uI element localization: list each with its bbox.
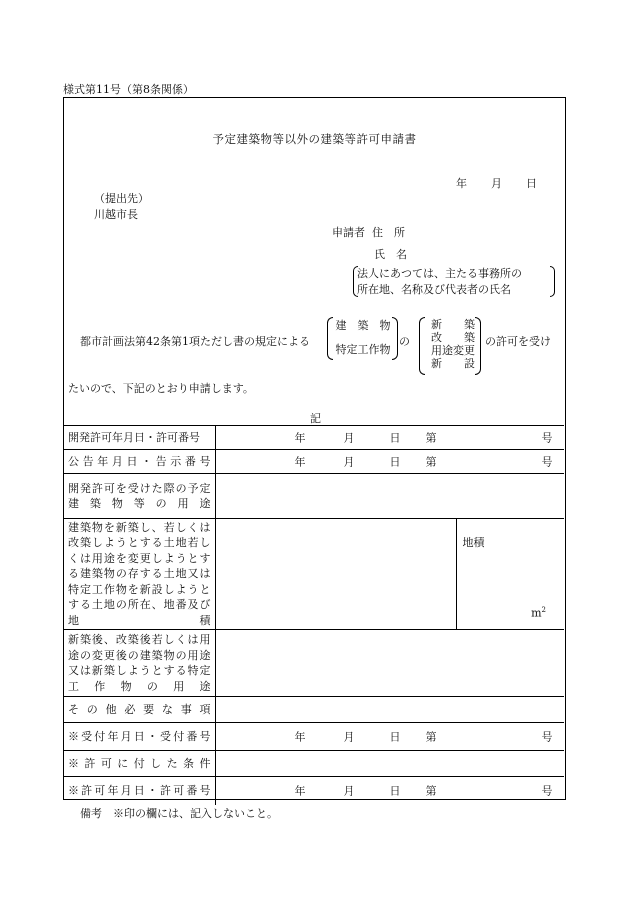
- details-table: [64, 425, 564, 805]
- date-day: 日: [526, 177, 537, 190]
- name-label: 氏 名: [374, 248, 407, 261]
- day-label: 日: [389, 729, 401, 743]
- number-prefix: 第: [425, 784, 437, 798]
- building-type-structure: 特定工作物: [335, 343, 391, 356]
- number-prefix: 第: [425, 454, 437, 468]
- land-location-label: 建築物を新築し、若しくは改築しようとする土地若しくは用途を変更しようとする建築物の存する土地又は特定工作物を新設しようとする土地の所在、地番及び地積: [64, 519, 215, 630]
- number-suffix: 号: [541, 430, 553, 444]
- year-label: 年: [294, 729, 306, 743]
- remarks: 備考 ※印の欄には、記入しないこと。: [80, 807, 278, 820]
- notice-label: 公告年月日・告示番号: [64, 450, 215, 474]
- permit-text: の許可を受け: [485, 335, 551, 348]
- new-use-label: 新築後、改築後若しくは用途の変更後の建築物の用途又は新築しようとする特定工作物の用途: [64, 630, 215, 697]
- table-row: [64, 697, 564, 723]
- other-value[interactable]: [215, 697, 564, 723]
- table-row: [64, 474, 564, 519]
- form-title: 予定建築物等以外の建築等許可申請書: [212, 132, 417, 146]
- dev-permit-value[interactable]: [215, 426, 564, 450]
- date-year: 年: [456, 177, 467, 190]
- date-month: 月: [491, 177, 502, 190]
- right-bracket: [475, 317, 481, 375]
- land-location-value[interactable]: [215, 519, 456, 630]
- law-text: 都市計画法第42条第1項ただし書の規定による: [80, 335, 310, 348]
- month-label: 月: [343, 454, 355, 468]
- action-rebuild: 改 築: [431, 331, 475, 344]
- action-change-use: 用途変更: [431, 344, 475, 357]
- permission-value[interactable]: [215, 777, 564, 806]
- right-bracket: [550, 266, 555, 297]
- permission-label: ※許可年月日・許可番号: [64, 777, 215, 806]
- area-unit: $m^2$: [531, 605, 546, 620]
- planned-use-label: 開発許可を受けた際の予定建築物等の用途: [64, 474, 215, 519]
- year-label: 年: [294, 454, 306, 468]
- continuation-text: たいので、下記のとおり申請します。: [68, 382, 254, 395]
- table-row: [64, 751, 564, 777]
- table-row: [64, 450, 564, 474]
- action-new-install: 新 設: [431, 357, 475, 370]
- receipt-value[interactable]: [215, 723, 564, 751]
- dev-permit-label: 開発許可年月日・許可番号: [64, 426, 215, 450]
- address-label: 住 所: [372, 226, 405, 239]
- land-area-cell[interactable]: [456, 519, 564, 630]
- table-row: [64, 630, 564, 697]
- right-bracket: [392, 317, 398, 360]
- receipt-label: ※受付年月日・受付番号: [64, 723, 215, 751]
- date-line: [456, 175, 537, 191]
- month-label: 月: [343, 430, 355, 444]
- number-prefix: 第: [425, 729, 437, 743]
- corporate-note-line1: 法人にあつては、主たる事務所の: [357, 267, 522, 280]
- conditions-label: ※許可に付した条件: [64, 751, 215, 777]
- action-new-build: 新 築: [431, 318, 475, 331]
- other-label: その他必要な事項: [64, 697, 215, 723]
- year-label: 年: [294, 430, 306, 444]
- table-row: [64, 723, 564, 751]
- form-number: 様式第11号（第8条関係）: [63, 83, 194, 96]
- new-use-value[interactable]: [215, 630, 564, 697]
- no-particle: の: [399, 335, 410, 348]
- ki-label: 記: [310, 412, 321, 425]
- number-suffix: 号: [541, 729, 553, 743]
- recipient-name: 川越市長: [94, 208, 138, 221]
- day-label: 日: [389, 430, 401, 444]
- table-row: [64, 519, 564, 630]
- table-row: [64, 777, 564, 806]
- building-type-building: 建 築 物: [335, 319, 391, 332]
- recipient-label: （提出先）: [94, 192, 149, 205]
- month-label: 月: [343, 729, 355, 743]
- number-suffix: 号: [541, 784, 553, 798]
- application-form-frame: [63, 97, 566, 800]
- building-type-list: [332, 318, 394, 358]
- left-bracket: [419, 317, 425, 375]
- corporate-note: [357, 266, 522, 298]
- planned-use-value[interactable]: [215, 474, 564, 519]
- day-label: 日: [389, 784, 401, 798]
- applicant-label: 申請者: [332, 226, 365, 239]
- conditions-value[interactable]: [215, 751, 564, 777]
- area-label: 地積: [462, 536, 485, 549]
- year-label: 年: [294, 784, 306, 798]
- day-label: 日: [389, 454, 401, 468]
- action-list: [426, 318, 480, 370]
- table-row: [64, 426, 564, 450]
- number-prefix: 第: [425, 430, 437, 444]
- notice-value[interactable]: [215, 450, 564, 474]
- corporate-note-line2: 所在地、名称及び代表者の氏名: [357, 283, 511, 296]
- applicant-address-line: [332, 224, 405, 240]
- month-label: 月: [343, 784, 355, 798]
- number-suffix: 号: [541, 454, 553, 468]
